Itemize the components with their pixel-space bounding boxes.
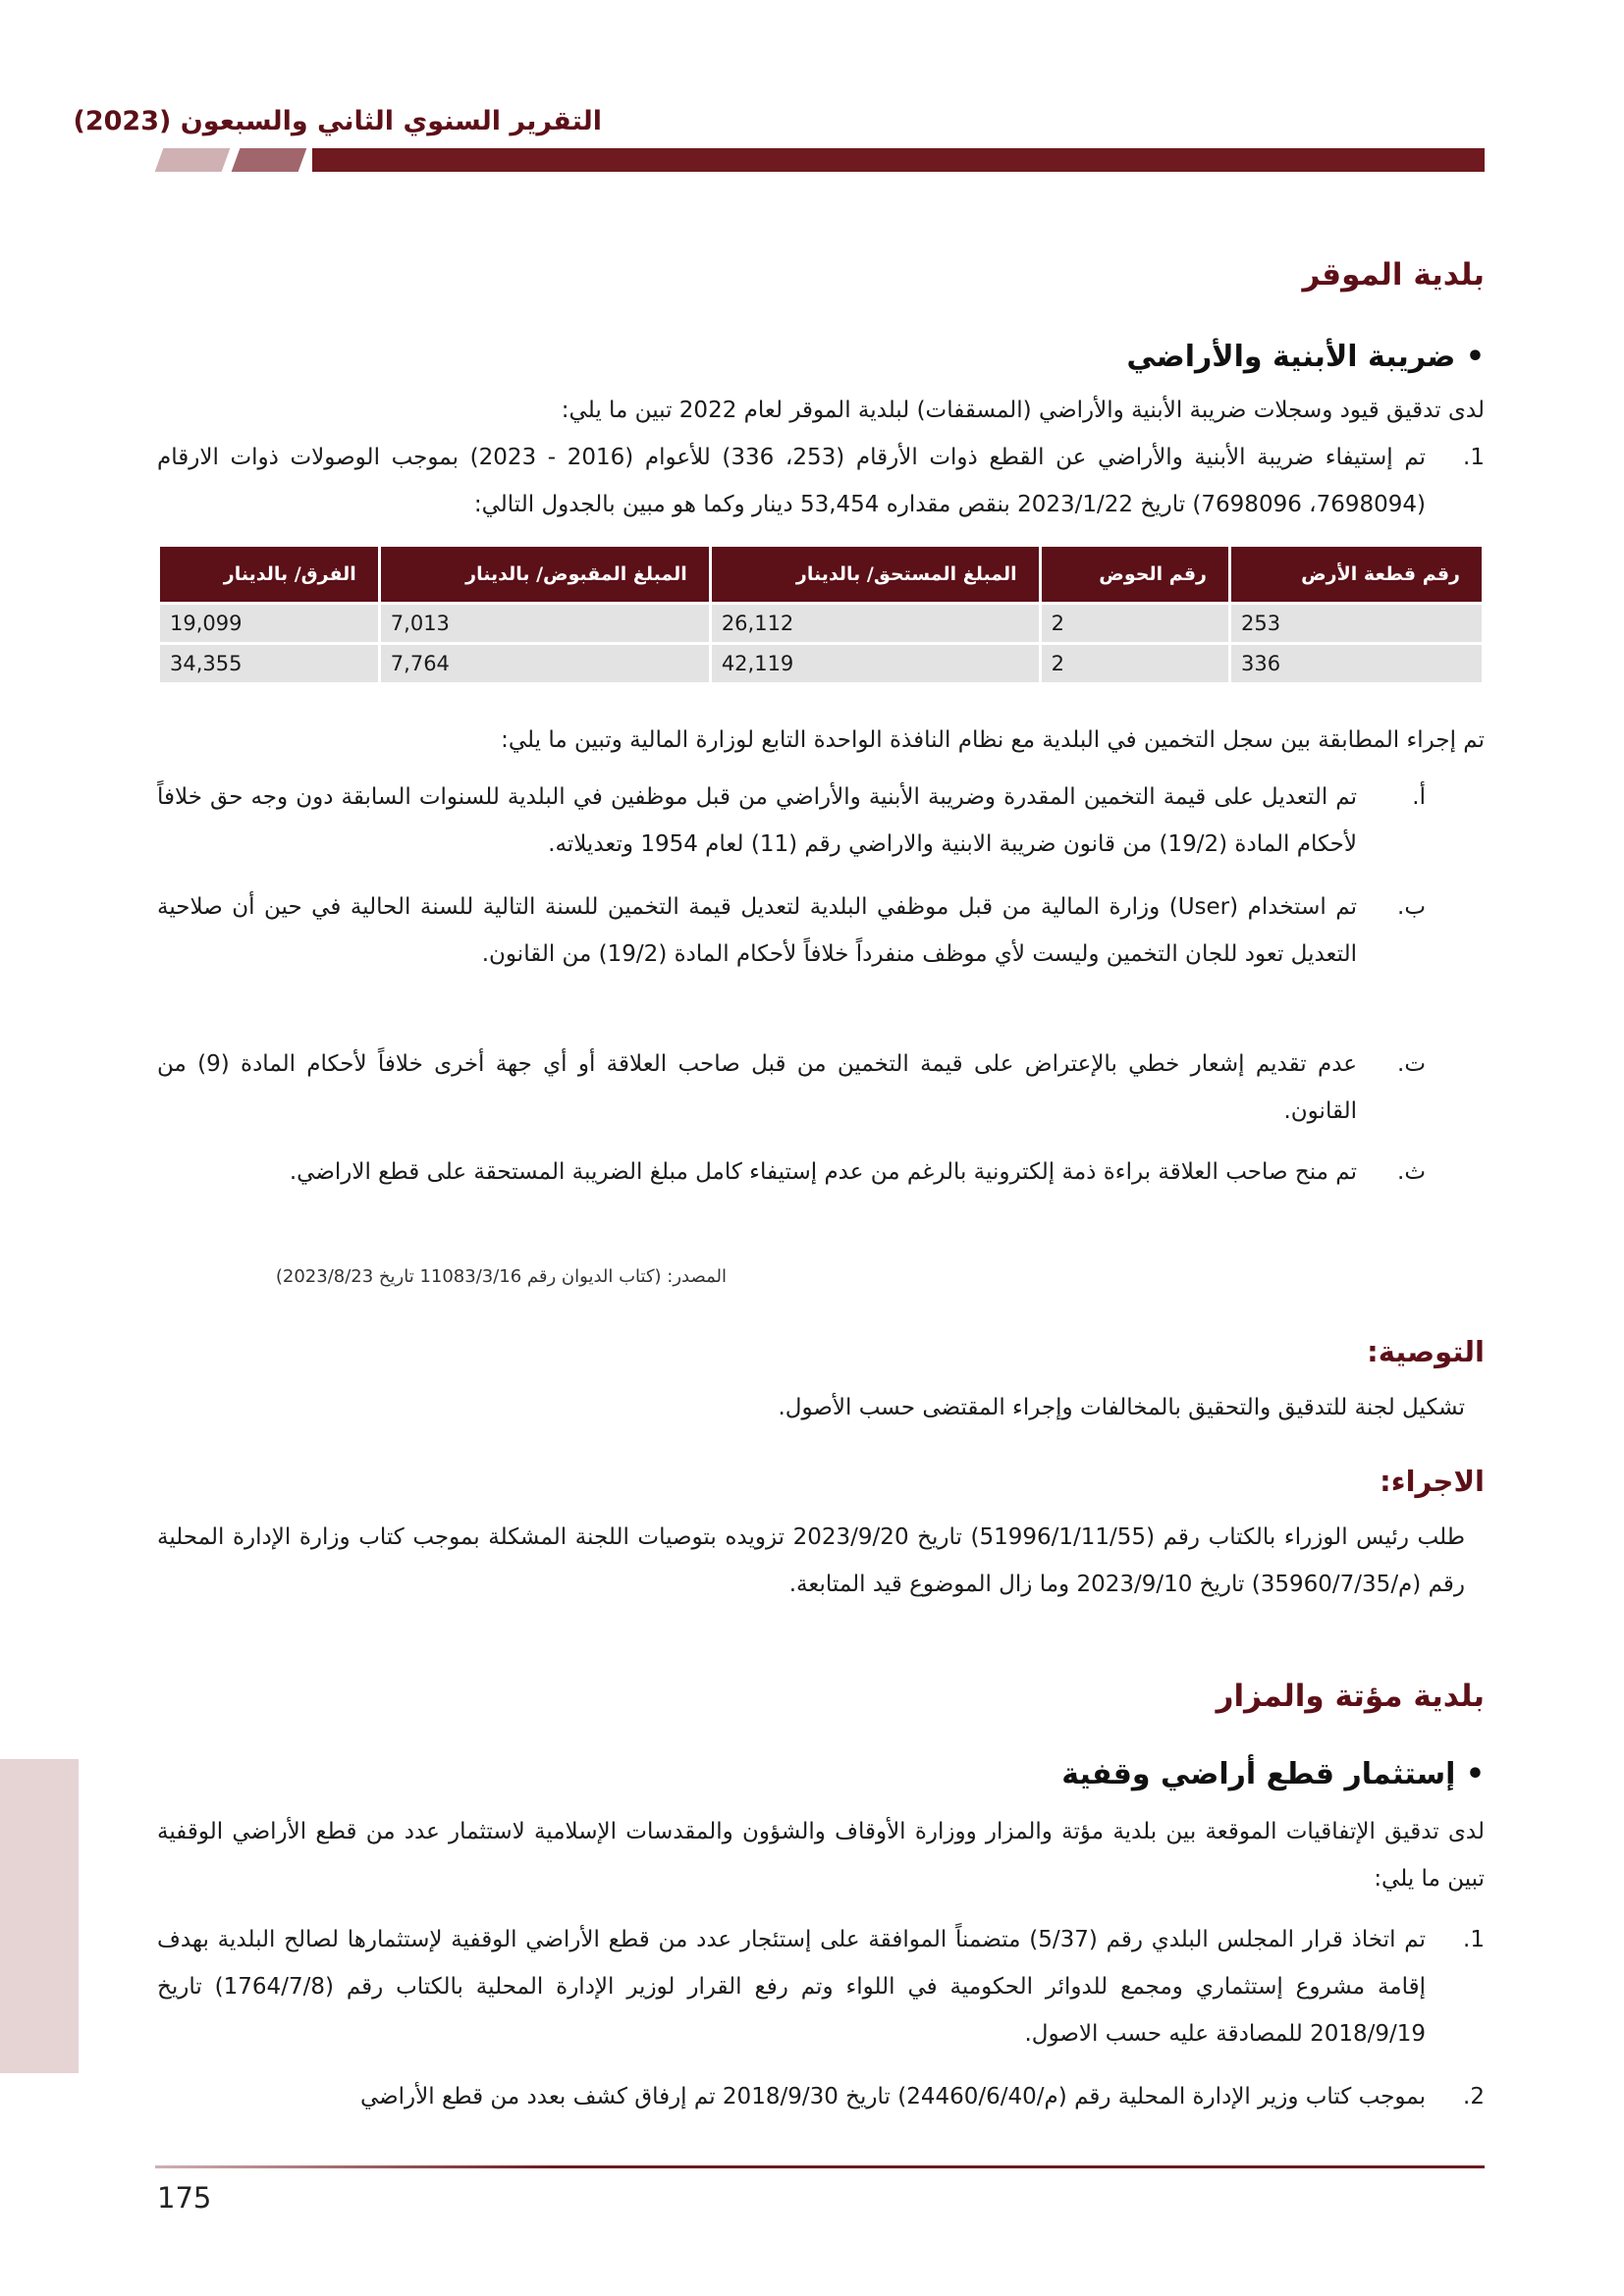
table-header-row — [160, 547, 1482, 602]
subsection-title-waqf-lands: • إستثمار قطع أراضي وقفية — [1061, 1757, 1485, 1791]
item-text: تم اتخاذ قرار المجلس البلدي رقم (5/37) متضمناً الموافقة على إستئجار عدد من قطع الأراضي الوقفية لإستثمارها لصالح البلدية بهدف إقامة مشروع إستثماري ومجمع للدوائر الحكومية في اللواء وتم رفع القرار لوزير الإدارة المحلية بالكتاب رقم (1764/7/8) تاريخ 2018/9/19 للمصادقة عليه حسب الاصول. — [157, 1927, 1426, 2047]
intro-paragraph: لدى تدقيق قيود وسجلات ضريبة الأبنية والأراضي (المسقفات) لبلدية الموقر لعام 2022 تبين ما يلي: — [561, 398, 1485, 423]
column-header: رقم الحوض — [1042, 547, 1228, 602]
table-cell: 7,764 — [381, 645, 709, 682]
action-title: الاجراء: — [1380, 1465, 1485, 1498]
table-cell: 253 — [1231, 605, 1482, 642]
item-letter: ب. — [1397, 894, 1426, 920]
item-text: بموجب كتاب وزير الإدارة المحلية رقم (م/24460/6/40) تاريخ 2018/9/30 تم إرفاق كشف بعدد من قطع الأراضي — [359, 2084, 1426, 2109]
list-item — [157, 1148, 1485, 1196]
table-cell: 7,013 — [381, 605, 709, 642]
list-item — [157, 1041, 1485, 1135]
side-tab-decor — [0, 1759, 79, 2073]
recommendation-text: تشكيل لجنة للتدقيق والتحقيق بالمخالفات وإجراء المقتضى حسب الأصول. — [778, 1395, 1465, 1420]
item-number: 1. — [1463, 445, 1485, 470]
item-number: 1. — [1463, 1927, 1485, 1952]
table-cell: 2 — [1042, 605, 1228, 642]
item-number: 2. — [1463, 2084, 1485, 2109]
item-text: تم إستيفاء ضريبة الأبنية والأراضي عن القطع ذوات الأرقام (253، 336) للأعوام (2016 - 2023) بموجب الوصولات ذوات الارقام (7698094، 7698096) تاريخ 2023/1/22 بنقص مقداره 53,454 دينار وكما هو مبين بالجدول التالي: — [157, 445, 1427, 517]
tax-shortfall-table — [157, 544, 1485, 685]
list-item — [157, 2073, 1485, 2120]
header-decor-bar — [155, 148, 1485, 172]
table-cell: 19,099 — [160, 605, 378, 642]
item-letter: أ. — [1412, 784, 1426, 810]
item-letter: ث. — [1397, 1159, 1426, 1185]
section-title-mutah: بلدية مؤتة والمزار — [1216, 1679, 1485, 1714]
list-item — [157, 774, 1485, 868]
page-number: 175 — [157, 2181, 212, 2215]
section-title-mwaqqar: بلدية الموقر — [1302, 257, 1485, 293]
list-item — [157, 434, 1485, 528]
subsection-title-building-tax: • ضريبة الأبنية والأراضي — [1126, 340, 1485, 374]
column-header: المبلغ المقبوض/ بالدينار — [381, 547, 709, 602]
header-bar-segment — [232, 148, 307, 172]
column-header: رقم قطعة الأرض — [1231, 547, 1482, 602]
item-text: تم استخدام (User) وزارة المالية من قبل موظفي البلدية لتعديل قيمة التخمين للسنة التالية للسنة الحالية في حين أن صلاحية التعديل تعود للجان التخمين وليست لأي موظف منفرداً خلافاً لأحكام المادة (19/2) من القانون. — [157, 894, 1357, 967]
header-bar-main — [312, 148, 1485, 172]
action-text: طلب رئيس الوزراء بالكتاب رقم (51996/1/11/55) تاريخ 2023/9/20 تزويده بتوصيات اللجنة المشكلة بموجب كتاب وزارة الإدارة المحلية رقم (م/35960/7/35) تاريخ 2023/9/10 وما زال الموضوع قيد المتابعة. — [157, 1524, 1465, 1597]
footer-divider — [155, 2165, 1485, 2168]
item-text: عدم تقديم إشعار خطي بالإعتراض على قيمة التخمين من قبل صاحب العلاقة أو أي جهة أخرى خلافاً لأحكام المادة (9) من القانون. — [157, 1051, 1357, 1124]
list-item — [157, 883, 1485, 978]
table-cell: 42,119 — [712, 645, 1039, 682]
column-header: الفرق/ بالدينار — [160, 547, 378, 602]
match-intro-paragraph: تم إجراء المطابقة بين سجل التخمين في البلدية مع نظام النافذة الواحدة التابع لوزارة المالية وتبين ما يلي: — [501, 727, 1485, 753]
list-item — [157, 1916, 1485, 2057]
source-note: المصدر: (كتاب الديوان رقم 11083/3/16 تاريخ 2023/8/23) — [275, 1266, 727, 1287]
item-letter: ت. — [1397, 1051, 1426, 1077]
intro-paragraph: لدى تدقيق الإتفاقيات الموقعة بين بلدية مؤتة والمزار ووزارة الأوقاف والشؤون والمقدسات الإسلامية لاستثمار عدد من قطع الأراضي الوقفية تبين ما يلي: — [157, 1819, 1485, 1892]
table-cell: 34,355 — [160, 645, 378, 682]
table-cell: 26,112 — [712, 605, 1039, 642]
header-bar-segment — [155, 148, 231, 172]
report-header-title: التقرير السنوي الثاني والسبعون (2023) — [73, 106, 602, 136]
item-text: تم التعديل على قيمة التخمين المقدرة وضريبة الأبنية والأراضي من قبل موظفين في البلدية للسنوات السابقة دون وجه حق خلافاً لأحكام المادة (19/2) من قانون ضريبة الابنية والاراضي رقم (11) لعام 1954 وتعديلاته. — [157, 784, 1357, 857]
column-header: المبلغ المستحق/ بالدينار — [712, 547, 1039, 602]
table-cell: 336 — [1231, 645, 1482, 682]
table-row — [160, 605, 1482, 642]
table-cell: 2 — [1042, 645, 1228, 682]
recommendation-title: التوصية: — [1367, 1335, 1485, 1368]
table-row — [160, 645, 1482, 682]
item-text: تم منح صاحب العلاقة براءة ذمة إلكترونية بالرغم من عدم إستيفاء كامل مبلغ الضريبة المستحقة على قطع الاراضي. — [289, 1159, 1357, 1185]
